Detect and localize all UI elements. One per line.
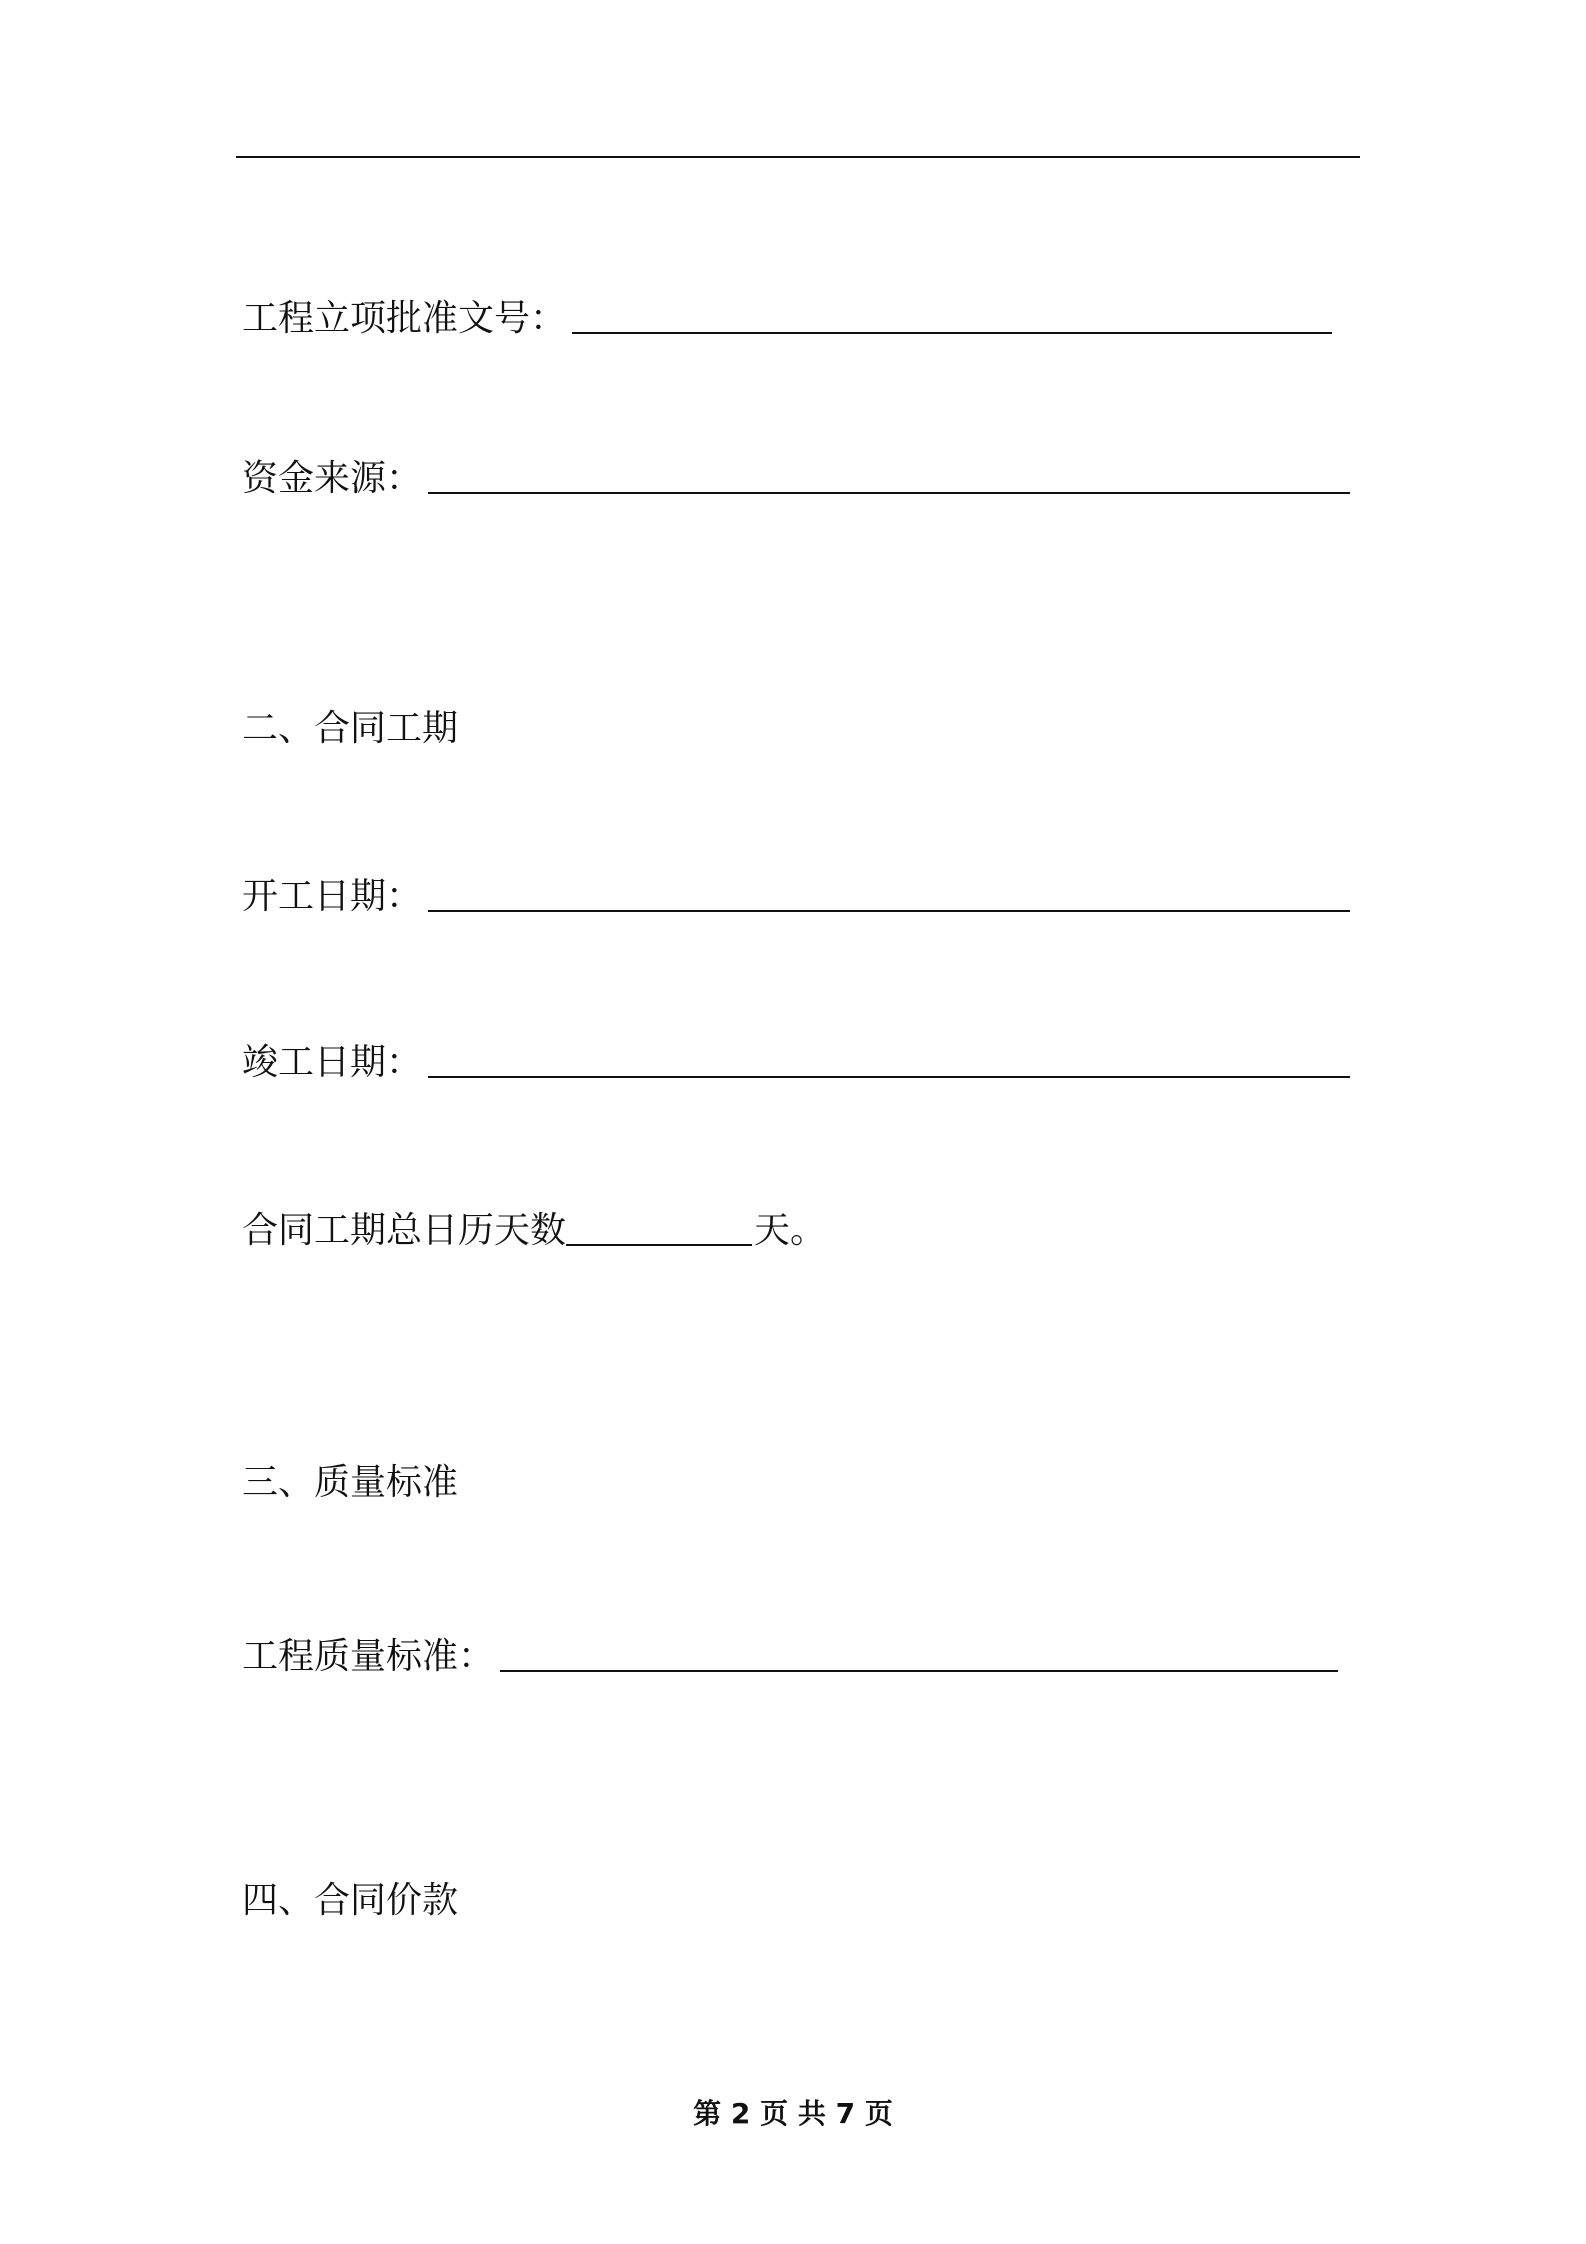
fund-source-label: 资金来源： <box>242 458 423 499</box>
start-date-field <box>242 874 1350 920</box>
section-heading-price: 四、合同价款 <box>242 1880 459 1921</box>
completion-date-label: 竣工日期： <box>242 1042 423 1083</box>
total-days-blank[interactable] <box>566 1244 752 1246</box>
completion-date-blank[interactable] <box>428 1076 1350 1078</box>
total-days-suffix: 天。 <box>754 1210 827 1251</box>
page-number-footer: 第 2 页 共 7 页 <box>693 2097 893 2130</box>
section-heading-duration: 二、合同工期 <box>242 708 459 749</box>
header-rule <box>236 156 1360 158</box>
fund-source-field <box>242 456 1350 502</box>
approval-no-label: 工程立项批准文号： <box>242 298 567 339</box>
quality-standard-blank[interactable] <box>500 1670 1338 1672</box>
completion-date-field <box>242 1040 1350 1086</box>
fund-source-blank[interactable] <box>428 492 1350 494</box>
approval-no-blank[interactable] <box>572 332 1332 334</box>
total-days-label: 合同工期总日历天数 <box>242 1210 567 1251</box>
quality-standard-field <box>242 1634 1338 1680</box>
quality-standard-label: 工程质量标准： <box>242 1636 495 1677</box>
approval-no-field <box>242 296 1332 342</box>
section-heading-quality: 三、质量标准 <box>242 1462 459 1503</box>
total-days-field <box>242 1208 826 1254</box>
start-date-label: 开工日期： <box>242 876 423 917</box>
start-date-blank[interactable] <box>428 910 1350 912</box>
